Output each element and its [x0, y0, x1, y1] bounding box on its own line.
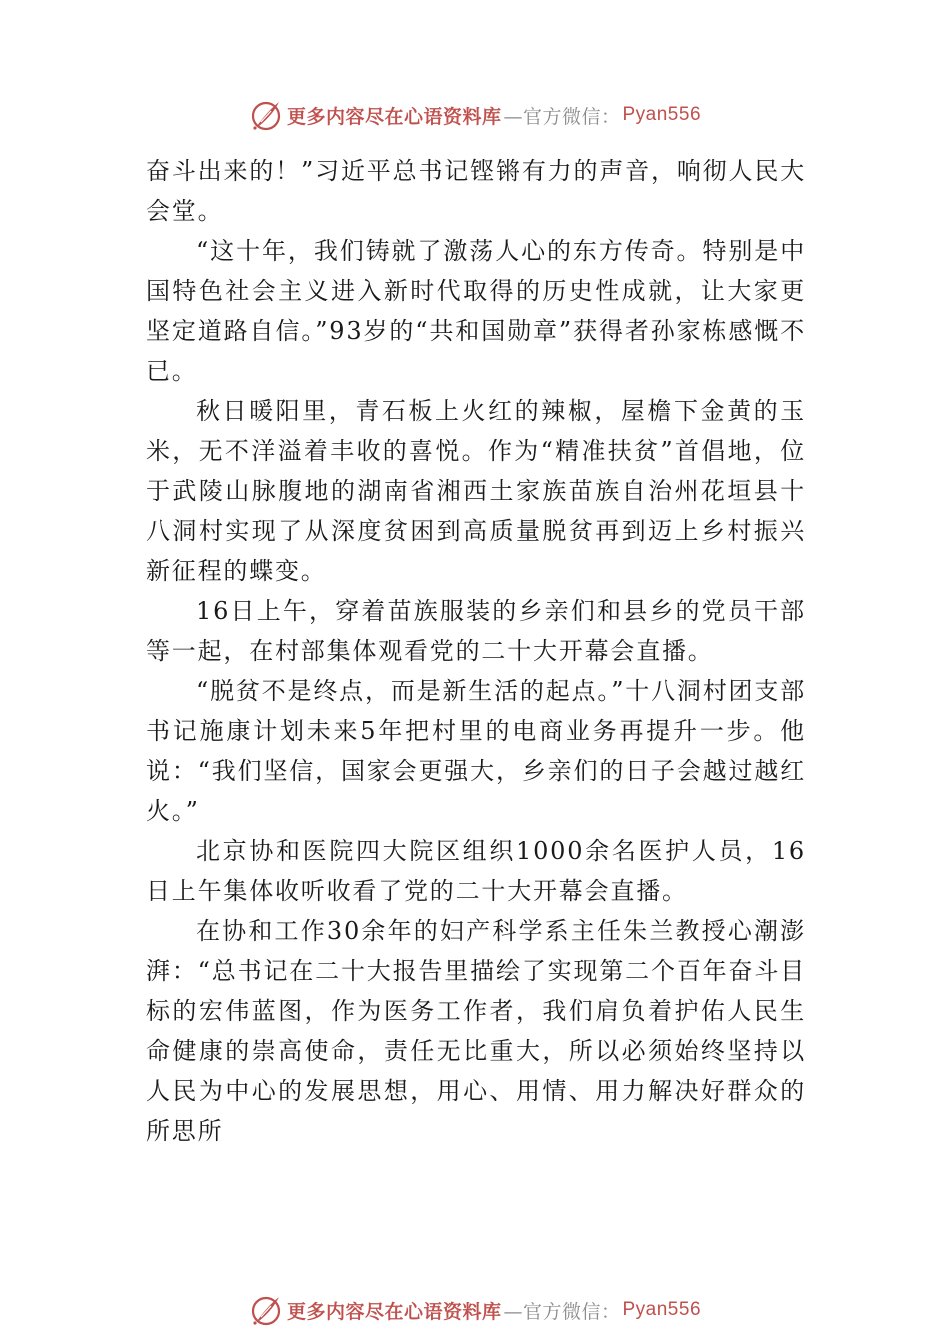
paragraph-5: “脱贫不是终点，而是新生活的起点。”十八洞村团支部书记施康计划未来5年把村里的电商业务再提升一步。他说：“我们坚信，国家会更强大，乡亲们的日子会越过越红火。” [146, 677, 806, 825]
paragraph-4: 16日上午，穿着苗族服装的乡亲们和县乡的党员干部等一起，在村部集体观看党的二十大开幕会直播。 [146, 597, 806, 665]
quill-pen-circle-icon [249, 98, 283, 132]
paragraph-6: 北京协和医院四大院区组织1000余名医护人员，16日上午集体收听收看了党的二十大开幕会直播。 [146, 837, 806, 905]
paragraph-1: 奋斗出来的！”习近平总书记铿锵有力的声音，响彻人民大会堂。 [146, 157, 806, 225]
banner-highlight-text: 更多内容尽在心语资料库 [286, 105, 502, 128]
footer-watermark-banner [0, 1290, 950, 1330]
paragraph-7: 在协和工作30余年的妇产科学系主任朱兰教授心潮澎湃：“总书记在二十大报告里描绘了实现第二个百年奋斗目标的宏伟蓝图，作为医务工作者，我们肩负着护佑人民生命健康的崇高使命，责任无比重大，所以必须始终坚持以人民为中心的发展思想，用心、用情、用力解决好群众的所思所 [146, 917, 806, 1145]
banner-wechat-id: Pyan556 [622, 1299, 702, 1320]
header-watermark-banner [0, 95, 950, 135]
paragraph-2: “这十年，我们铸就了激荡人心的东方传奇。特别是中国特色社会主义进入新时代取得的历史性成就，让大家更坚定道路自信。”93岁的“共和国勋章”获得者孙家栋感慨不已。 [146, 237, 806, 385]
article-body [146, 151, 806, 1151]
banner-dash-text: —官方微信： [503, 105, 621, 128]
quill-pen-circle-icon [249, 1293, 283, 1327]
banner-highlight-text: 更多内容尽在心语资料库 [286, 1300, 502, 1323]
banner-dash-text: —官方微信： [503, 1300, 621, 1323]
banner-wechat-id: Pyan556 [622, 104, 702, 125]
paragraph-3: 秋日暖阳里，青石板上火红的辣椒，屋檐下金黄的玉米，无不洋溢着丰收的喜悦。作为“精准扶贫”首倡地，位于武陵山脉腹地的湖南省湘西土家族苗族自治州花垣县十八洞村实现了从深度贫困到高质量脱贫再到迈上乡村振兴新征程的蝶变。 [146, 397, 806, 585]
